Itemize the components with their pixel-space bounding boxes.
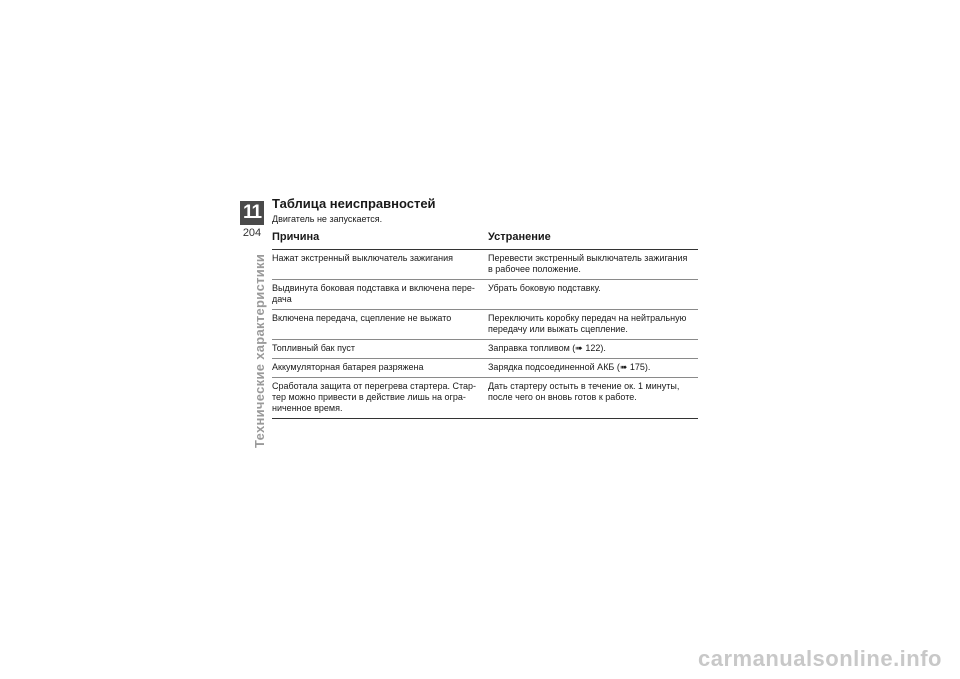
remedy-cell: Переключить коробку передач на нейтральную передачу или выжать сцепление.	[488, 310, 698, 340]
table-row	[272, 280, 698, 310]
cause-cell: Выдвинута боковая подставка и включена пере-дача	[272, 280, 488, 310]
cause-cell: Аккумуляторная батарея разряжена	[272, 359, 488, 378]
section-title: Таблица неисправностей	[272, 196, 436, 211]
table-row	[272, 340, 698, 359]
cause-cell: Сработала защита от перегрева стартера. Стар-тер можно привести в действие лишь на огра-ниченное время.	[272, 378, 488, 419]
remedy-cell: Зарядка подсоединенной АКБ (➠ 175).	[488, 359, 698, 378]
table-header-row	[272, 227, 698, 250]
page-number: 204	[242, 227, 262, 239]
table-row	[272, 310, 698, 340]
cause-cell: Нажат экстренный выключатель зажигания	[272, 250, 488, 280]
remedy-cell: Заправка топливом (➠ 122).	[488, 340, 698, 359]
header-cause: Причина	[272, 227, 488, 250]
table-row	[272, 250, 698, 280]
content-area	[272, 196, 698, 419]
remedy-cell: Перевести экстренный выключатель зажигания в рабочее положение.	[488, 250, 698, 280]
table-row	[272, 359, 698, 378]
table-row	[272, 378, 698, 419]
troubleshooting-table	[272, 227, 698, 419]
header-remedy: Устранение	[488, 227, 698, 250]
chapter-number: 11	[242, 202, 262, 223]
remedy-cell: Убрать боковую подставку.	[488, 280, 698, 310]
section-subtitle: Двигатель не запускается.	[272, 214, 383, 224]
chapter-side-title: Технические характеристики	[252, 253, 267, 448]
cause-cell: Топливный бак пуст	[272, 340, 488, 359]
watermark: carmanualsonline.info	[698, 646, 942, 671]
cause-cell: Включена передача, сцепление не выжато	[272, 310, 488, 340]
remedy-cell: Дать стартеру остыть в течение ок. 1 минуты, после чего он вновь готов к работе.	[488, 378, 698, 419]
